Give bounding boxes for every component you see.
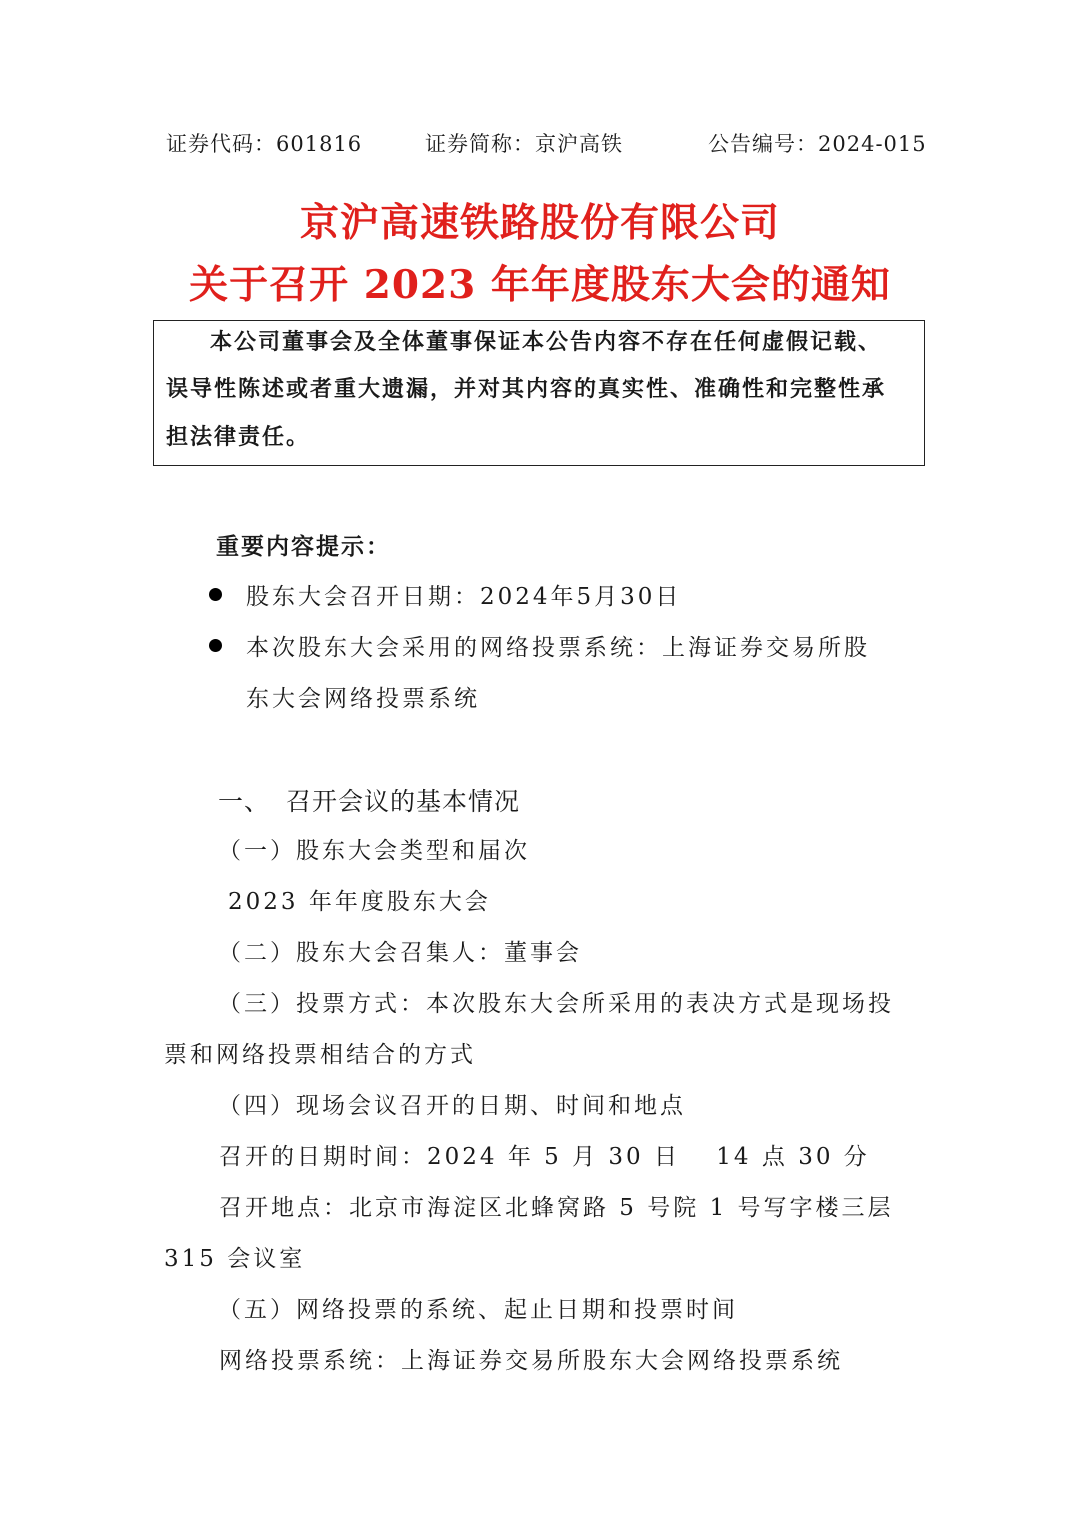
highlight-item-voting-system-line2: 东大会网络投票系统 — [246, 686, 480, 712]
sub5-system: 网络投票系统：上海证券交易所股东大会网络投票系统 — [219, 1348, 843, 1374]
sub2-title: （二）股东大会召集人：董事会 — [218, 940, 582, 966]
sub1-title: （一）股东大会类型和届次 — [218, 838, 530, 864]
sub3-line1: （三）投票方式：本次股东大会所采用的表决方式是现场投 — [218, 991, 894, 1017]
section1-heading: 召开会议的基本情况 — [286, 787, 521, 816]
section1-number: 一、 — [218, 787, 271, 816]
header-notice-no-wrap — [708, 128, 927, 158]
sub1-body: 2023 年年度股东大会 — [228, 889, 491, 915]
document-title-line2: 关于召开 2023 年年度股东大会的通知 — [189, 262, 891, 308]
sub4-title: （四）现场会议召开的日期、时间和地点 — [218, 1093, 686, 1119]
header-short-name-wrap — [425, 128, 623, 158]
sub4-datetime: 召开的日期时间：2024 年 5 月 30 日 14 点 30 分 — [219, 1144, 870, 1170]
header-row — [166, 128, 362, 158]
bullet-icon — [209, 639, 222, 652]
highlights-heading: 重要内容提示： — [216, 533, 391, 560]
bullet-icon — [209, 588, 222, 601]
highlight-item-voting-system-line1: 本次股东大会采用的网络投票系统：上海证券交易所股 — [246, 635, 870, 661]
disclaimer-line3: 担法律责任。 — [166, 424, 311, 450]
sub3-line2: 票和网络投票相结合的方式 — [164, 1042, 476, 1068]
disclaimer-line2: 误导性陈述或者重大遗漏，并对其内容的真实性、准确性和完整性承 — [166, 376, 887, 402]
disclaimer-line1: 本公司董事会及全体董事保证本公告内容不存在任何虚假记载、 — [210, 329, 883, 355]
security-code: 证券代码：601816 — [166, 132, 363, 156]
sub5-title: （五）网络投票的系统、起止日期和投票时间 — [218, 1297, 738, 1323]
sub4-place-line1: 召开地点：北京市海淀区北蜂窝路 5 号院 1 号写字楼三层 — [219, 1195, 894, 1221]
security-short-name: 证券简称：京沪高铁 — [425, 132, 623, 156]
sub4-place-line2: 315 会议室 — [164, 1246, 306, 1272]
document-title-line1: 京沪高速铁路股份有限公司 — [299, 200, 780, 246]
highlight-item-meeting-date: 股东大会召开日期：2024年5月30日 — [246, 584, 682, 610]
notice-number: 公告编号：2024-015 — [708, 132, 927, 156]
